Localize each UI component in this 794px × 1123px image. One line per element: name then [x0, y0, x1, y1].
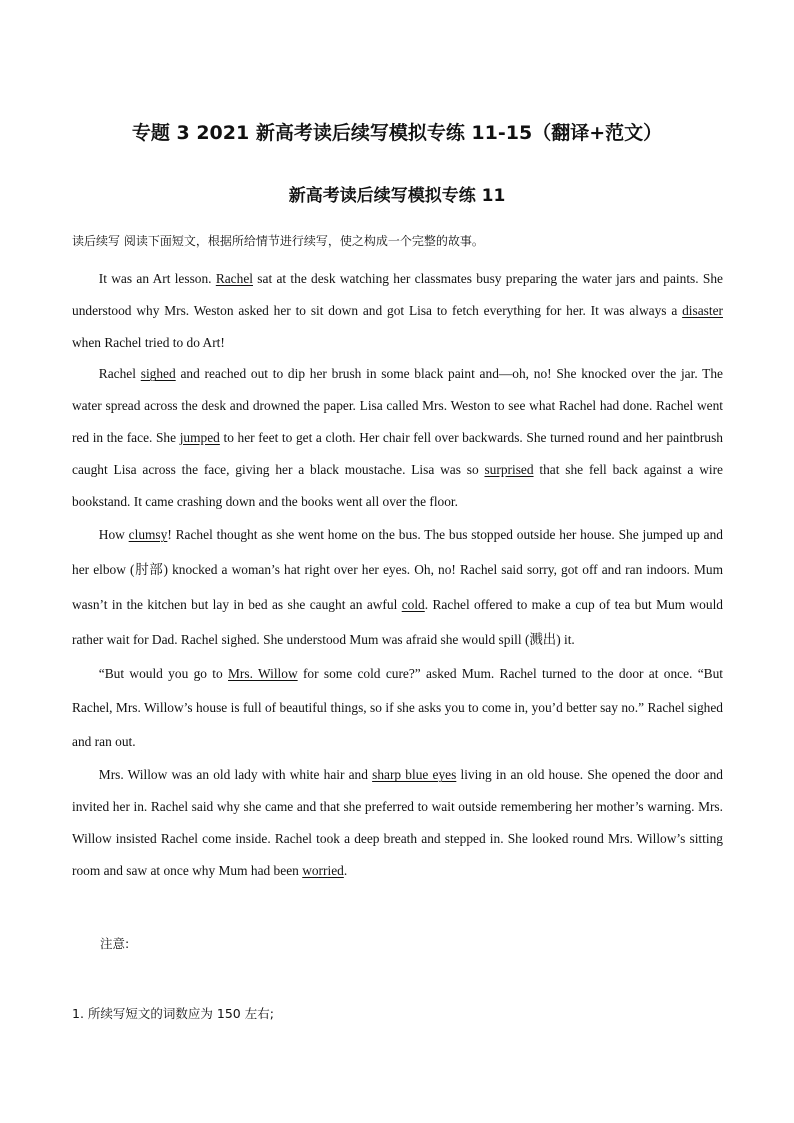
underlined-word: Rachel [215, 271, 253, 286]
underlined-word: sharp blue eyes [372, 767, 457, 783]
story-paragraph-3 [72, 517, 723, 657]
underlined-word: clumsy [128, 527, 168, 543]
text-run: . [343, 862, 348, 878]
document-title: 专题 3 2021 新高考读后续写模拟专练 11-15（翻译+范文） [131, 122, 663, 144]
text-run: to her feet to get a cloth. Her chair fell over backwards. She turned round and her paintbrush caught Lisa across the face, giving her a black moustache. Lisa was so [72, 429, 723, 477]
text-run: living in an old house. She opened the door and invited her in. Rachel said why she came and that she preferred to wait outside remembering her mother’s warning. Mrs. Willow insisted Rachel come inside. Rachel took a deep breath and stepped in. She looked round Mrs. Willow’s sitting room and saw at once why Mum had been [72, 767, 723, 878]
text-run: for some cold cure?” asked Mum. Rachel turned to the door at once. “But Rachel, Mrs. Willow’s house is full of beautiful things, so if she asks you to come in, you’d better say no.” Rachel sighed and ran out. [72, 666, 723, 750]
text-run: sat at the desk watching her classmates busy preparing the water jars and paints. She understood why Mrs. Weston asked her to sit down and got Lisa to fetch everything for her. It was always a [72, 271, 723, 318]
note-label: 注意: [100, 936, 130, 951]
text-run: “But would you go to [98, 666, 229, 682]
underlined-word: Mrs. Willow [228, 666, 298, 682]
text-run: How [98, 527, 129, 543]
underlined-word: sighed [140, 366, 176, 382]
story-paragraph-5 [72, 759, 723, 886]
rule-1 [72, 1004, 274, 1022]
underlined-word: cold [401, 597, 425, 613]
underlined-word: worried [302, 862, 344, 878]
text-run: when Rachel tried to do Art! [72, 334, 225, 350]
task-instruction: 读后续写 阅读下面短文，根据所给情节进行续写，使之构成一个完整的故事。 [72, 234, 484, 248]
text-run: . Rachel offered to make a cup of tea but Mum would rather wait for Dad. Rachel sighed. She understood Mum was afraid she would spill (溅出) it. [72, 597, 723, 648]
text-run: ! Rachel thought as she went home on the bus. The bus stopped outside her house. She jumped up and her elbow (肘部) knocked a woman’s hat right over her eyes. Oh, no! Rachel said sorry, got off and ran indoors. Mum wasn’t in the kitchen but lay in bed as she caught an awful [72, 527, 723, 613]
text-run: and reached out to dip her brush in some black paint and—oh, no! She knocked over the jar. The water spread across the desk and drowned the paper. Lisa called Mrs. Weston to see what Rachel had done. Rachel went red in the face. She [72, 366, 724, 445]
text-run: It was an Art lesson. [98, 271, 216, 286]
story-paragraph-4 [72, 657, 723, 759]
underlined-word: jumped [179, 429, 220, 445]
story-paragraph-1 [72, 263, 723, 358]
text-run: Rachel [98, 366, 141, 382]
underlined-word: surprised [484, 461, 534, 477]
section-subtitle: 新高考读后续写模拟专练 11 [288, 186, 506, 206]
story-body [72, 263, 723, 887]
story-paragraph-2 [72, 358, 723, 517]
rule-1-text: 1. 所续写短文的词数应为 150 左右; [72, 1006, 274, 1021]
text-run: that she fell back against a wire bookstand. It came crashing down and the books went all over the floor. [72, 461, 723, 509]
underlined-word: disaster [682, 302, 723, 318]
text-run: Mrs. Willow was an old lady with white hair and [98, 767, 373, 783]
